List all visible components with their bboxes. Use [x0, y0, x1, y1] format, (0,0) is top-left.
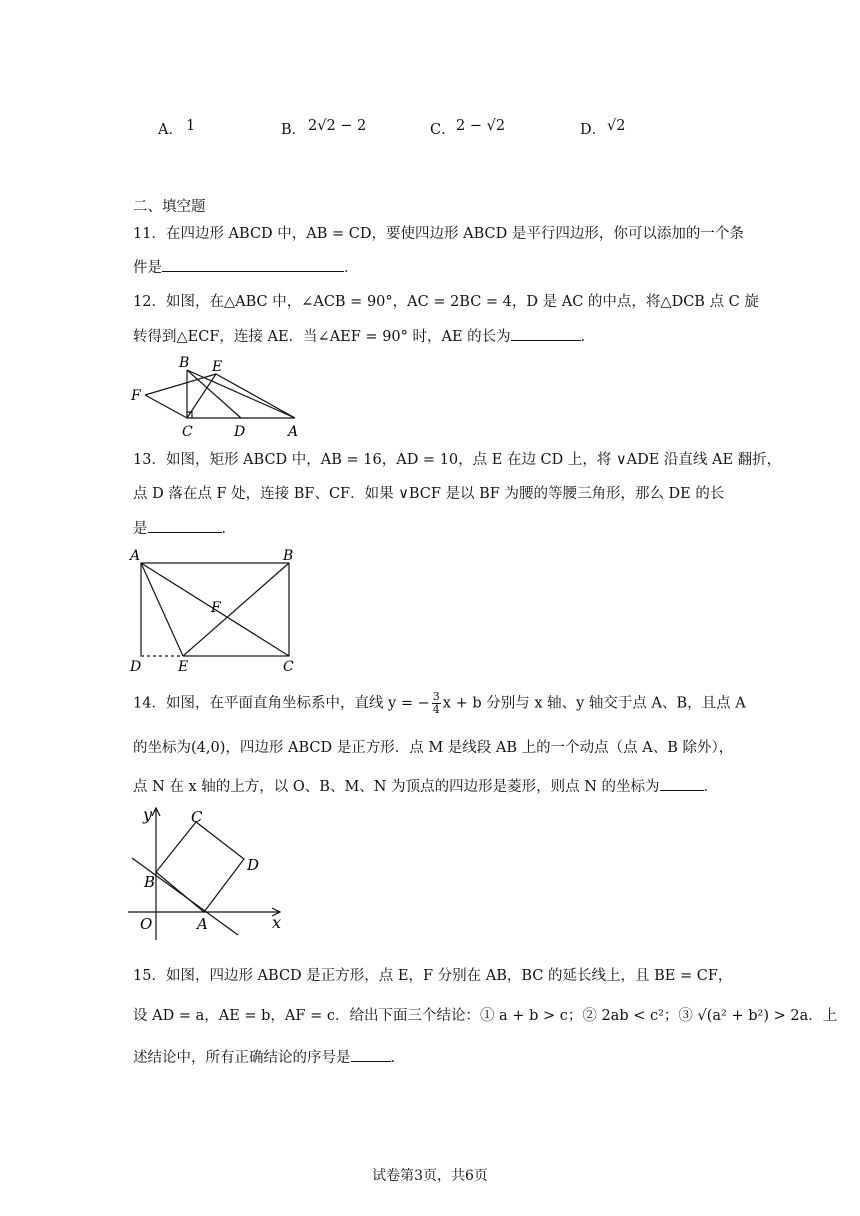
q13-figure: [125, 542, 310, 677]
option-a-value: 1: [186, 118, 196, 134]
q14-label-c: C: [191, 808, 203, 826]
q13-segment-ae: [141, 563, 183, 656]
q14-square-abcd: [156, 822, 244, 912]
q14-label-d: D: [247, 856, 260, 874]
q14-fraction: [432, 691, 441, 716]
q14-prefix-3: 点 N 在 x 轴的上方，以 O、B、M、N 为顶点的四边形是菱形，则点 N 的坐标为: [133, 779, 660, 795]
q11-prefix: 件是: [133, 260, 162, 276]
q13-label-d: D: [130, 659, 142, 675]
q12-prefix: 转得到△ECF，连接 AE．当∠AEF = 90° 时，AE 的长为: [133, 329, 511, 345]
q12-answer-blank[interactable]: [511, 326, 581, 341]
q12-figure: [125, 352, 315, 442]
q14-label-b: B: [144, 873, 156, 891]
q12-label-b: B: [179, 355, 190, 371]
q15-line1: 15．如图，四边形 ABCD 是正方形，点 E，F 分别在 AB，BC 的延长线上，且 BE = CF，: [133, 968, 733, 984]
q12-line2: [133, 326, 595, 347]
q15-line2: 设 AD = a，AE = b，AF = c．给出下面三个结论：① a + b > c；② 2ab < c²；③ √(a² + b²) > 2a．上: [133, 1008, 838, 1024]
q14-line3: [133, 776, 718, 797]
q14-fraction-numerator: 3: [432, 690, 440, 703]
page-footer: 试卷第3页，共6页: [372, 1168, 488, 1184]
q13-line3: [133, 518, 236, 539]
q12-label-d: D: [234, 424, 246, 440]
q12-segment-ea: [216, 374, 295, 418]
q12-label-a: A: [288, 424, 299, 440]
q12-segment-fe: [145, 374, 216, 395]
q14-line1: [133, 691, 746, 716]
q15-answer-blank[interactable]: [351, 1047, 391, 1062]
q15-prefix: 述结论中，所有正确结论的序号是: [133, 1050, 351, 1066]
q12-segment-fc: [145, 395, 187, 418]
section-title: 二、填空题: [133, 199, 206, 215]
q11-line1: 11．在四边形 ABCD 中，AB = CD，要使四边形 ABCD 是平行四边形，你可以添加的一个条: [133, 226, 744, 242]
q13-line1: 13．如图，矩形 ABCD 中，AB = 16，AD = 10，点 E 在边 CD 上，将 ∨ADE 沿直线 AE 翻折，: [133, 452, 782, 468]
q15-line3: [133, 1047, 405, 1068]
q14-figure: [120, 800, 295, 940]
q12-label-e: E: [212, 359, 223, 375]
option-d-value: √2: [607, 118, 626, 134]
option-c-value: 2 − √2: [456, 118, 506, 134]
q14-suffix-3: ．: [703, 779, 719, 795]
q12-line1: 12．如图，在△ABC 中，∠ACB = 90°，AC = 2BC = 4，D 是 AC 的中点，将△DCB 点 C 旋: [133, 294, 759, 310]
option-c-label: C．: [430, 122, 456, 138]
q12-label-c: C: [182, 424, 193, 440]
q13-suffix: ．: [221, 521, 236, 537]
option-d-label: D．: [580, 122, 607, 138]
q13-label-b: B: [283, 548, 294, 564]
q14-label-a: A: [197, 915, 208, 933]
q12-suffix: ．: [580, 329, 596, 345]
q15-suffix: ．: [390, 1050, 405, 1066]
q13-segment-eb: [183, 563, 289, 656]
q13-label-f: F: [211, 600, 221, 616]
q12-label-f: F: [131, 388, 141, 404]
q11-answer-blank[interactable]: [162, 257, 344, 272]
q14-label-x: x: [272, 913, 282, 932]
q12-segment-ec: [187, 374, 216, 418]
q14-prefix: 14．如图，在平面直角坐标系中，直线 y = −: [133, 695, 430, 712]
q14-label-o: O: [140, 915, 153, 933]
option-b-label: B．: [281, 122, 307, 138]
q14-line2: 的坐标为(4,0)，四边形 ABCD 是正方形．点 M 是线段 AB 上的一个动点（点 A、B 除外），: [133, 740, 734, 756]
q11-line2: [133, 257, 359, 278]
q13-label-e: E: [178, 659, 189, 675]
option-a-label: A．: [158, 122, 183, 138]
option-b-value: 2√2 − 2: [308, 118, 367, 134]
q14-label-y: y: [143, 805, 153, 824]
q14-fraction-denominator: 4: [432, 703, 440, 716]
q13-label-c: C: [283, 659, 294, 675]
q13-line2: 点 D 落在点 F 处，连接 BF、CF．如果 ∨BCF 是以 BF 为腰的等腰三角形，那么 DE 的长: [133, 486, 725, 502]
q13-answer-blank[interactable]: [148, 518, 222, 533]
q14-suffix: x + b 分别与 x 轴、y 轴交于点 A、B，且点 A: [442, 695, 746, 712]
q13-label-a: A: [130, 548, 141, 564]
q14-answer-blank[interactable]: [660, 776, 704, 791]
q11-suffix: ．: [344, 260, 359, 276]
q13-prefix: 是: [133, 521, 148, 537]
